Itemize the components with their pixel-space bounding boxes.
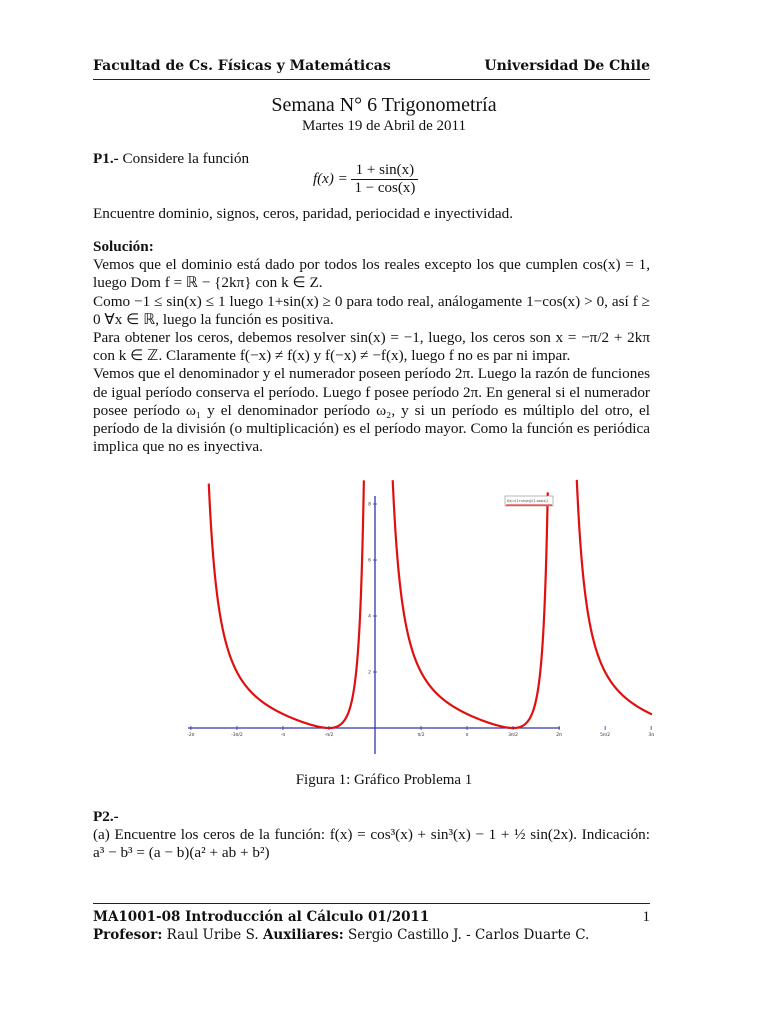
footer-staff-line — [93, 927, 650, 943]
page-date: Martes 19 de Abril de 2011 — [302, 118, 466, 134]
equation-fraction — [351, 162, 418, 197]
graph-background — [185, 492, 563, 760]
footer-prof-label: Profesor: — [93, 927, 163, 943]
y-tick-label: 6 — [368, 558, 371, 564]
equation-lhs: f(x) = — [313, 170, 348, 187]
footer-prof-name: Raul Uribe S. — [166, 927, 259, 943]
solution-heading: Solución: — [93, 238, 154, 255]
p2-block — [93, 808, 650, 863]
x-tick-label: π/2 — [417, 733, 425, 738]
header-university: Universidad De Chile — [484, 58, 650, 74]
page-title: Semana N° 6 Trigonometría — [271, 94, 497, 116]
x-tick-label: 3π — [648, 733, 654, 738]
p1-intro-text: Considere la función — [122, 150, 250, 167]
x-tick-label: π — [465, 733, 469, 738]
solution-paragraph: Vemos que el denominador y el numerador poseen período 2π. Luego la razón de funciones de igual período conserva el período. Luego f posee período 2π. En general si el numerador posee período ω₁ y el denominador período ω₂, y si un período es múltiplo del otro, el período de la división (o multiplicación) es el período mayor. Como la función es periódica implica que no es inyectiva. — [93, 365, 650, 456]
x-tick-label: 2π — [556, 733, 562, 738]
solution-paragraph: Como −1 ≤ sin(x) ≤ 1 luego 1+sin(x) ≥ 0 para todo real, análogamente 1−cos(x) > 0, así f ≥ 0 ∀x ∈ ℝ, luego la función es positiva. — [93, 292, 650, 328]
x-tick-label: 5π/2 — [600, 733, 611, 738]
solution-paragraph: Vemos que el dominio está dado por todos los reales excepto los que cumplen cos(x) = 1, luego Dom f = ℝ − {2kπ} con k ∈ Z. — [93, 256, 650, 292]
header-faculty: Facultad de Cs. Físicas y Matemáticas — [93, 58, 391, 74]
curve-branch — [577, 480, 652, 715]
footer-rule — [93, 903, 650, 904]
p1-equation — [313, 162, 418, 197]
x-tick-label: -3π/2 — [231, 733, 243, 738]
y-tick-label: 8 — [368, 502, 371, 508]
p2-text: (a) Encuentre los ceros de la función: f(x) = cos³(x) + sin³(x) − 1 + ½ sin(2x). Indicación: a³ − b³ = (a − b)(a² + ab + b²) — [93, 826, 650, 862]
legend-label: f(x)=(1+sin(x))/(1-cos(x)) — [507, 499, 548, 503]
function-graph — [185, 492, 654, 760]
solution-block — [93, 238, 650, 456]
figure-caption: Figura 1: Gráfico Problema 1 — [295, 772, 473, 788]
p2-label: P2.- — [93, 808, 119, 825]
x-tick-label: -π — [280, 733, 286, 738]
equation-denominator: 1 − cos(x) — [354, 180, 416, 196]
footer-aux-names: Sergio Castillo J. - Carlos Duarte C. — [348, 927, 590, 943]
p1-label: P1.- — [93, 150, 119, 167]
header-rule — [93, 79, 650, 80]
p1-task — [93, 205, 650, 223]
equation-numerator: 1 + sin(x) — [351, 162, 418, 180]
footer-course-line — [93, 909, 650, 925]
footer-aux-label: Auxiliares: — [262, 927, 344, 943]
x-tick-label: 3π/2 — [508, 733, 519, 738]
x-tick-label: -π/2 — [324, 733, 334, 738]
solution-paragraph: Para obtener los ceros, debemos resolver sin(x) = −1, luego, los ceros son x = −π/2 + 2kπ con k ∈ ℤ. Claramente f(−x) ≠ f(x) y f(−x) ≠ −f(x), luego f no es par ni impar. — [93, 329, 650, 365]
y-tick-label: 2 — [368, 670, 371, 676]
footer-course: MA1001-08 Introducción al Cálculo 01/2011 — [93, 909, 430, 925]
x-tick-label: -2π — [187, 733, 195, 738]
page-number: 1 — [642, 909, 650, 925]
y-tick-label: 4 — [368, 614, 371, 620]
p1-task-text: Encuentre dominio, signos, ceros, paridad, periocidad e inyectividad. — [93, 205, 514, 222]
